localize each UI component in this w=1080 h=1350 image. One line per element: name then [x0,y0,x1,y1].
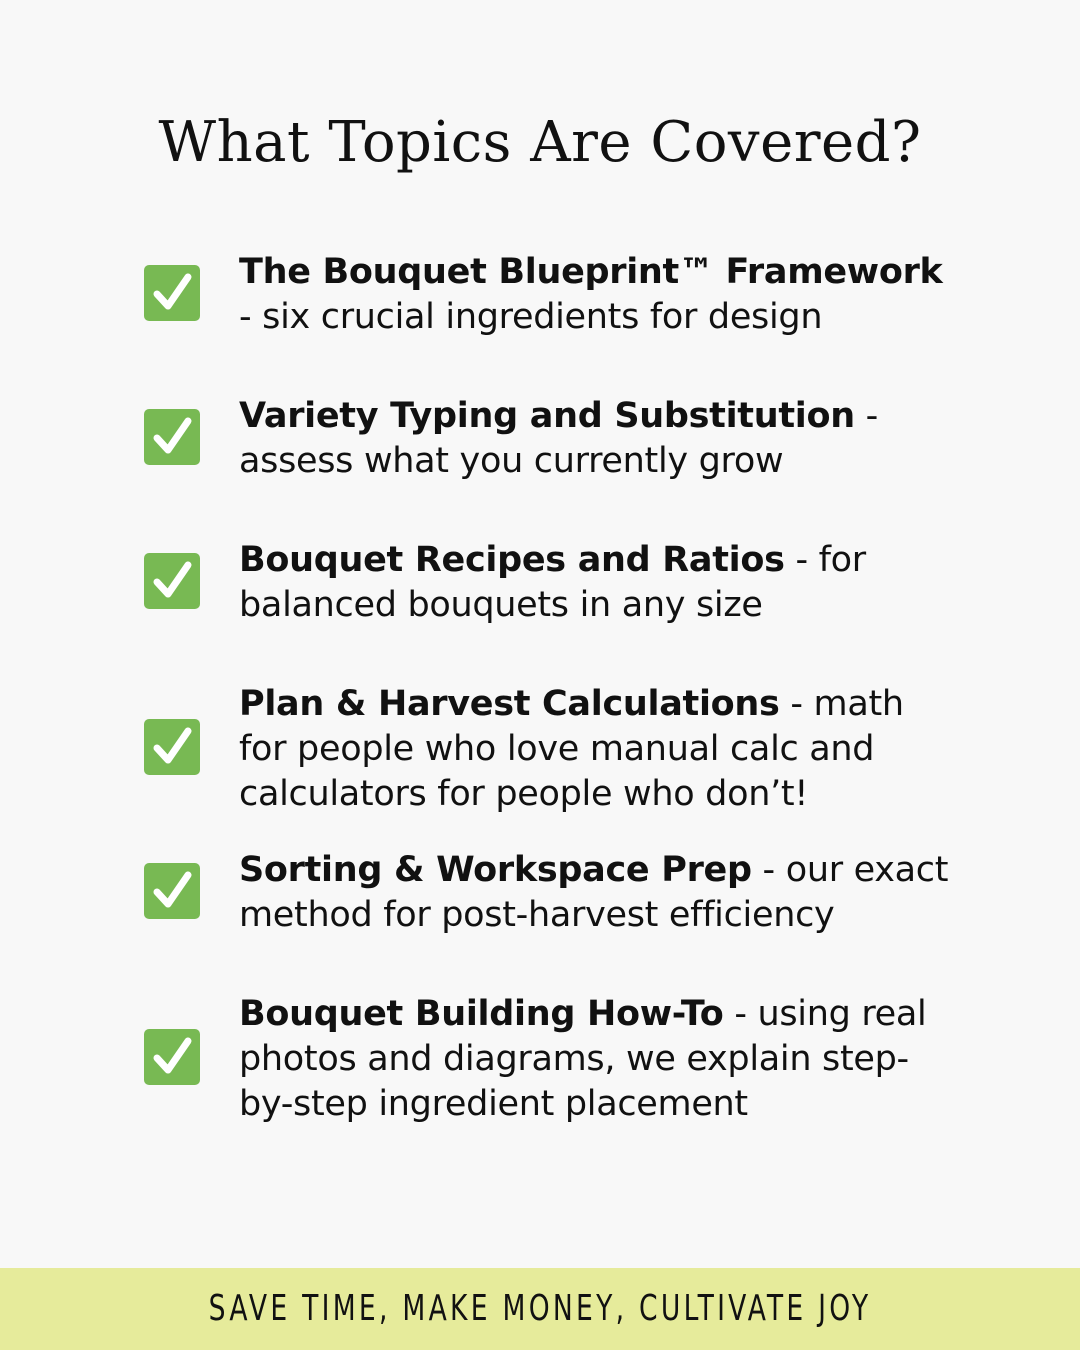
topic-description: - our exact method for post-harvest efficiency [239,850,949,935]
page-title: What Topics Are Covered? [158,110,922,175]
topic-description: - using real photos and diagrams, we explain step-by-step ingredient placement [239,994,927,1124]
topic-title: Sorting & Workspace Prep [239,850,752,890]
topic-title: Plan & Harvest Calculations [239,684,780,724]
topic-title: Bouquet Recipes and Ratios [239,540,785,580]
checkbox-checked-icon [144,409,200,465]
topic-text [239,992,959,1127]
topic-description: - assess what you currently grow [239,396,878,481]
topic-title: Bouquet Building How-To [239,994,724,1034]
checkbox-checked-icon [144,265,200,321]
footer-tagline: SAVE TIME, MAKE MONEY, CULTIVATE JOY [208,1288,872,1329]
topic-text [239,538,959,628]
checkbox-checked-icon [144,719,200,775]
topic-text [239,848,959,938]
topic-text [239,682,959,817]
topic-description: - six crucial ingredients for design [239,297,823,337]
checkbox-checked-icon [144,553,200,609]
checkbox-checked-icon [144,1029,200,1085]
topic-description: - for balanced bouquets in any size [239,540,866,625]
topic-title: Variety Typing and Substitution [239,396,855,436]
topic-text [239,394,959,484]
topic-title: The Bouquet Blueprint™ Framework [239,252,943,292]
topic-description: - math for people who love manual calc and calculators for people who don’t! [239,684,904,814]
footer-banner [0,1268,1080,1350]
topic-text [239,250,959,340]
checkbox-checked-icon [144,863,200,919]
